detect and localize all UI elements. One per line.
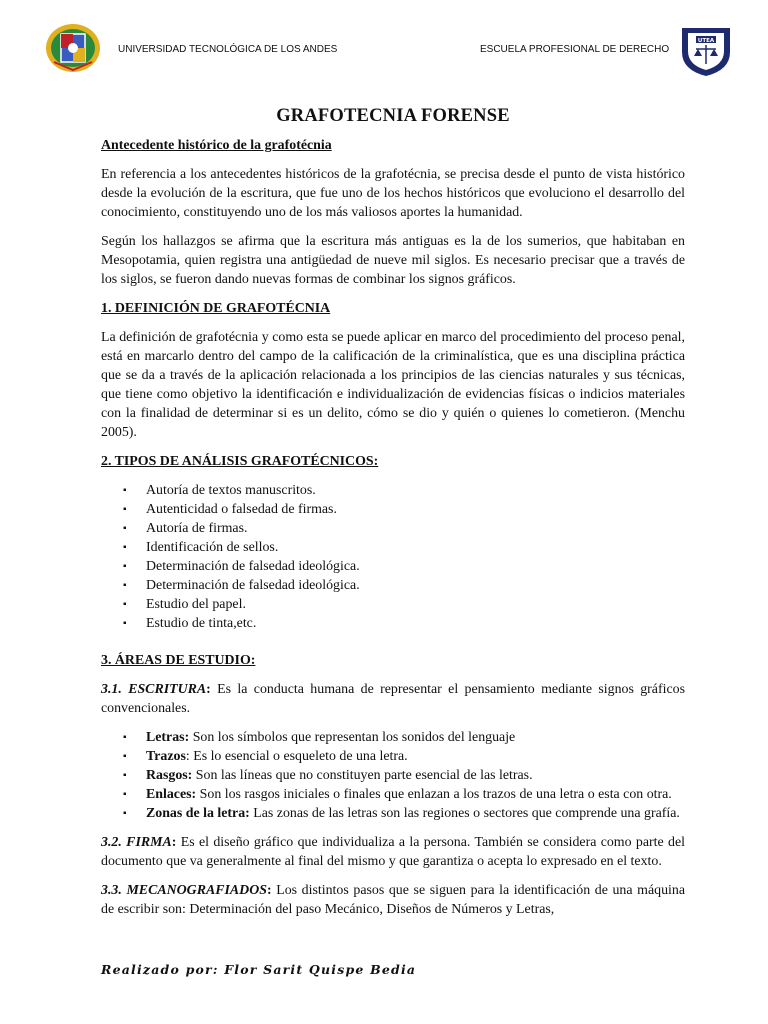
mecanografiados-paragraph: 3.3. MECANOGRAFIADOS: Los distintos pasos que se siguen para la identificación de una máquina de escribir son: Determinación del paso Mecánico, Diseños de Números y Letras, [101,883,685,917]
list-item: ▪ Estudio de tinta,etc. [123,616,257,631]
list-item: ▪ Trazos: Es lo esencial o esqueleto de una letra. [123,749,408,764]
bullet-icon: ▪ [123,580,127,591]
list-item: ▪ Enlaces: Son los rasgos iniciales o finales que enlazan a los trazos de una letra o esta con otra. [123,787,672,802]
list-item: ▪ Zonas de la letra: Las zonas de las letras son las regiones o sectores que comprende una grafía. [123,806,680,821]
definicion-heading: 1. DEFINICIÓN DE GRAFOTÉCNIA [101,301,331,316]
escritura-text: Es la conducta humana de representar el pensamiento mediante signos gráficos convencionales. [101,682,685,716]
list-item: ▪ Autenticidad o falsedad de firmas. [123,502,337,517]
university-name: UNIVERSIDAD TECNOLÓGICA DE LOS ANDES [118,44,338,55]
bullet-icon: ▪ [123,751,127,762]
antecedente-paragraph-2: Según los hallazgos se afirma que la escritura más antiguas es la de los sumerios, que habitaban en Mesopotamia, quien registra una antigüedad de nueve mil siglos. Es necesario precisar que a través de los siglos, se fueron dando nuevas formas de combinar los signos gráficos. [101,234,685,287]
list-item: ▪ Identificación de sellos. [123,540,279,555]
firma-label: 3.2. FIRMA [101,835,172,850]
bullet-icon: ▪ [123,523,127,534]
list-item: ▪ Rasgos: Son las líneas que no constituyen parte esencial de las letras. [123,768,533,783]
bullet-icon: ▪ [123,599,127,610]
definicion-paragraph: La definición de grafotécnia y como esta se puede aplicar en marco del procedimiento del proceso penal, está en marcarlo dentro del campo de la calificación de la criminalística, que es una disciplina práctica que se da a través de la aplicación relacionada a los principios de las ciencias naturales y sus técnicas, que tiene como objetivo la identificación e individualización de evidencias físicas o indicios materiales con la finalidad de determinar si es un delito, cómo se dio y quién o quienes lo cometieron. (Menchu 2005). [101,330,685,440]
escritura-list [101,728,685,823]
bullet-icon: ▪ [123,732,127,743]
list-item: ▪ Autoría de firmas. [123,521,248,536]
bullet-icon: ▪ [123,561,127,572]
bullet-icon: ▪ [123,542,127,553]
escritura-paragraph: 3.1. ESCRITURA: Es la conducta humana de representar el pensamiento mediante signos gráficos convencionales. [101,682,685,716]
list-item: ▪ Autoría de textos manuscritos. [123,483,316,498]
antecedente-heading: Antecedente histórico de la grafotécnia [101,138,332,153]
law-school-shield-icon [674,22,738,78]
firma-paragraph: 3.2. FIRMA: Es el diseño gráfico que individualiza a la persona. También se considera como parte del documento que va generalmente al final del mismo y que garantiza o acepta lo expresado en el texto. [101,835,685,869]
bullet-icon: ▪ [123,504,127,515]
mecanografiados-label: 3.3. MECANOGRAFIADOS [101,883,267,898]
page-header [0,0,768,100]
tipos-list [101,481,685,633]
areas-heading: 3. ÁREAS DE ESTUDIO: [101,653,256,668]
list-item: ▪ Determinación de falsedad ideológica. [123,578,360,593]
bullet-icon: ▪ [123,618,127,629]
bullet-icon: ▪ [123,808,127,819]
list-item: ▪ Estudio del papel. [123,597,246,612]
school-name: ESCUELA PROFESIONAL DE DERECHO [480,44,670,55]
bullet-icon: ▪ [123,789,127,800]
bullet-icon: ▪ [123,770,127,781]
footer-author: Realizado por: Flor Sarit Quispe Bedia [101,962,417,977]
mecanografiados-text: Los distintos pasos que se siguen para la identificación de una máquina de escribir son: Determinación del paso Mecánico, Diseños de Números y Letras, [101,883,685,917]
tipos-heading: 2. TIPOS DE ANÁLISIS GRAFOTÉCNICOS: [101,454,379,469]
shield-logo-text: UTEA [697,38,715,44]
document-body [101,104,685,929]
list-item: ▪ Determinación de falsedad ideológica. [123,559,360,574]
escritura-label: 3.1. ESCRITURA [101,682,207,697]
list-item: ▪ Letras: Son los símbolos que representan los sonidos del lenguaje [123,730,516,745]
antecedente-paragraph-1: En referencia a los antecedentes históricos de la grafotécnia, se precisa desde el punto de vista histórico desde la evolución de la escritura, que fue uno de los hechos históricos que evoluciono el desarrollo del conocimiento, constituyendo uno de los más valiosos aportes la humanidad. [101,167,685,220]
university-crest-icon [44,22,102,74]
bullet-icon: ▪ [123,485,127,496]
firma-text: Es el diseño gráfico que individualiza a la persona. También se considera como parte del documento que va generalmente al final del mismo y que garantiza o acepta lo expresado en el texto. [101,835,685,869]
document-title: GRAFOTECNIA FORENSE [276,106,510,126]
